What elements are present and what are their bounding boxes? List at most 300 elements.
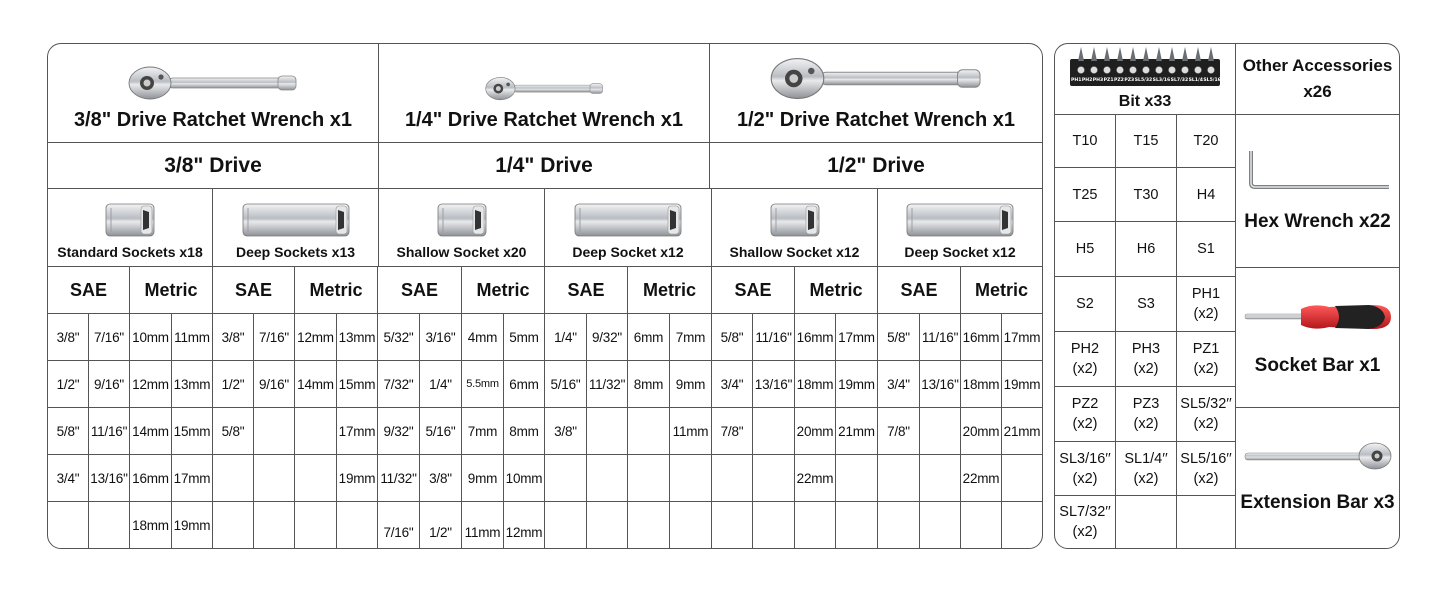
- bit-strip-label: PZ2: [1113, 78, 1124, 83]
- size-cell: [545, 361, 587, 408]
- size-cell: [378, 502, 420, 548]
- size-cell: [48, 455, 89, 502]
- size-cell-text: 5/32": [383, 329, 414, 345]
- size-cell: [712, 408, 753, 455]
- size-cell-text: 15mm: [173, 423, 211, 439]
- bit-cell-text: SL3/16′′ (x2): [1059, 450, 1111, 487]
- size-cell-text: 20mm: [962, 423, 1000, 439]
- size-cell-text: 9mm: [675, 376, 706, 392]
- bit-cell: [1055, 387, 1116, 442]
- size-cell: [213, 361, 254, 408]
- ratchet-image: [770, 56, 983, 101]
- size-cell: [337, 314, 378, 361]
- socket-table: [47, 43, 1043, 549]
- size-cell: [836, 314, 878, 361]
- size-cell-text: 9mm: [467, 470, 498, 486]
- size-cell-text: 11mm: [672, 423, 709, 439]
- ratchet-cell: [48, 44, 379, 143]
- bit-cell-text: PH3 (x2): [1131, 341, 1161, 377]
- socket-icon: [437, 202, 487, 238]
- bit-cell: [1177, 496, 1236, 548]
- unit-header-text: Metric: [476, 279, 530, 300]
- drive-header-text: 1/4" Drive: [495, 153, 593, 177]
- size-cell: [753, 455, 795, 502]
- size-cell: [670, 361, 712, 408]
- bit-cell-text: PH2 (x2): [1070, 341, 1100, 377]
- size-cell: [712, 455, 753, 502]
- size-cell-text: 10mm: [132, 329, 169, 345]
- size-cell-text: 13/16": [921, 376, 959, 392]
- size-cell: [213, 455, 254, 502]
- size-cell: [295, 502, 337, 548]
- socket-type-label: Shallow Socket x20: [396, 244, 527, 260]
- size-cell: [545, 455, 587, 502]
- size-cell-text: 12mm: [297, 329, 334, 345]
- socket-image: [105, 202, 155, 244]
- size-cell-text: 17mm: [1003, 329, 1041, 345]
- bit-cell: [1055, 222, 1116, 277]
- size-cell: [878, 361, 920, 408]
- bit-cell: [1055, 332, 1116, 387]
- size-cell-text: 1/2": [429, 525, 452, 540]
- size-cell: [378, 314, 420, 361]
- size-cell: [48, 361, 89, 408]
- bit-cell-text: PZ2 (x2): [1071, 396, 1099, 432]
- size-cell-text: 11mm: [174, 329, 210, 345]
- size-cell-text: 7mm: [675, 329, 706, 345]
- size-cell: [295, 408, 337, 455]
- bit-cell-text: H4: [1196, 186, 1216, 203]
- size-cell: [89, 314, 130, 361]
- size-cell: [670, 455, 712, 502]
- size-cell: [254, 502, 295, 548]
- size-cell: [337, 408, 378, 455]
- size-cell: [462, 502, 504, 548]
- size-cell: [920, 502, 961, 548]
- size-cell: [378, 361, 420, 408]
- unit-header-text: Metric: [809, 279, 863, 300]
- size-cell: [420, 502, 462, 548]
- drive-header: [379, 143, 710, 189]
- size-cell: [462, 455, 504, 502]
- size-cell: [504, 314, 545, 361]
- size-cell-text: 15mm: [338, 376, 376, 392]
- size-cell-text: 5mm: [509, 329, 539, 345]
- drive-header-text: 1/2" Drive: [827, 153, 925, 177]
- bit-cell: [1055, 442, 1116, 496]
- bit-cell: [1116, 115, 1177, 168]
- size-cell: [753, 314, 795, 361]
- size-cell: [961, 455, 1002, 502]
- socket-type-cell: [878, 189, 1042, 267]
- size-cell-text: 3/4": [887, 376, 910, 392]
- bit-strip-label: PZ1: [1103, 78, 1114, 83]
- ratchet-label: 3/8" Drive Ratchet Wrench x1: [73, 109, 353, 131]
- size-cell: [753, 502, 795, 548]
- accessory-cell: [1236, 115, 1399, 268]
- accessory-image: [1243, 297, 1393, 345]
- bit-strip-label: SL3/16: [1152, 78, 1171, 83]
- size-cell-text: 13/16": [90, 470, 128, 486]
- bit-cell-text: S3: [1137, 296, 1155, 312]
- unit-header-text: SAE: [400, 279, 438, 300]
- socket-image: [906, 202, 1014, 244]
- ratchet-image: [128, 65, 298, 101]
- size-cell-text: 13mm: [338, 329, 376, 345]
- size-cell: [836, 455, 878, 502]
- bit-cell: [1116, 442, 1177, 496]
- size-cell: [462, 408, 504, 455]
- socket-icon: [770, 202, 820, 238]
- size-cell: [1002, 361, 1042, 408]
- size-cell: [795, 314, 836, 361]
- size-cell-text: 11/16": [90, 423, 128, 439]
- size-cell: [295, 455, 337, 502]
- size-cell-text: 7/16": [93, 329, 125, 345]
- size-cell-text: 19mm: [838, 376, 875, 392]
- unit-header: [462, 267, 545, 314]
- size-cell-text: 3/8": [56, 329, 80, 345]
- unit-header-text: Metric: [144, 279, 198, 300]
- size-cell: [587, 361, 628, 408]
- size-cell: [89, 455, 130, 502]
- size-cell: [795, 455, 836, 502]
- socket-icon: [105, 202, 155, 238]
- size-cell: [172, 314, 213, 361]
- size-cell-text: 20mm: [796, 423, 834, 439]
- size-cell: [130, 502, 172, 548]
- bit-cell: [1116, 387, 1177, 442]
- socket-image: [242, 202, 350, 244]
- size-cell: [587, 408, 628, 455]
- size-cell: [1002, 408, 1042, 455]
- ratchet-cell: [710, 44, 1042, 143]
- size-cell: [628, 361, 670, 408]
- size-cell: [337, 361, 378, 408]
- size-cell-text: 6mm: [509, 376, 539, 392]
- size-cell: [545, 502, 587, 548]
- bit-cell: [1177, 442, 1236, 496]
- size-cell: [130, 455, 172, 502]
- bit-set-label: Bit x33: [1118, 93, 1172, 110]
- other-accessories-cell: [1236, 44, 1399, 115]
- bit-cell-text: PZ1 (x2): [1192, 341, 1220, 377]
- size-cell-text: 9/16": [93, 376, 125, 392]
- unit-header-text: SAE: [567, 279, 605, 300]
- size-cell-text: 4mm: [467, 329, 498, 345]
- size-cell: [545, 408, 587, 455]
- size-cell: [545, 314, 587, 361]
- accessory-cell: [1236, 408, 1399, 548]
- size-cell: [920, 314, 961, 361]
- size-cell-text: 7/8": [887, 423, 910, 439]
- size-cell-text: 5.5mm: [466, 378, 499, 390]
- size-cell-text: 5/8": [221, 423, 245, 439]
- size-cell: [878, 314, 920, 361]
- bit-cell-text: S2: [1076, 296, 1094, 312]
- bit-cell: [1116, 496, 1177, 548]
- ratchet-wrench-icon: [485, 76, 604, 101]
- size-cell: [130, 361, 172, 408]
- size-cell: [670, 408, 712, 455]
- size-cell: [213, 502, 254, 548]
- unit-header-text: SAE: [234, 279, 272, 300]
- size-cell: [420, 455, 462, 502]
- socket-icon: [574, 202, 682, 238]
- unit-header-text: SAE: [69, 279, 107, 300]
- size-cell: [254, 455, 295, 502]
- drive-header-text: 3/8" Drive: [164, 153, 262, 177]
- bit-cell-text: S1: [1197, 241, 1215, 257]
- size-cell: [795, 408, 836, 455]
- size-cell: [337, 502, 378, 548]
- size-cell-text: 13mm: [173, 376, 211, 392]
- size-cell-text: 14mm: [132, 423, 169, 439]
- unit-header: [545, 267, 628, 314]
- size-cell-text: 19mm: [1003, 376, 1041, 392]
- bit-cell: [1055, 277, 1116, 332]
- size-cell: [378, 408, 420, 455]
- bit-cell: [1116, 277, 1177, 332]
- size-cell: [130, 314, 172, 361]
- bit-cell-text: SL5/32′′ (x2): [1180, 396, 1232, 432]
- screwdriver-icon: [1243, 297, 1393, 337]
- size-cell-text: 3/16": [425, 329, 456, 345]
- bit-cell: [1177, 277, 1236, 332]
- size-cell-text: 3/8": [221, 329, 245, 345]
- bit-cell: [1177, 222, 1236, 277]
- unit-header: [628, 267, 712, 314]
- accessory-label: Socket Bar x1: [1254, 354, 1381, 376]
- bit-cell: [1116, 332, 1177, 387]
- size-cell-text: 7mm: [467, 423, 498, 439]
- size-cell-text: 3/8": [429, 470, 452, 486]
- size-cell: [795, 502, 836, 548]
- socket-icon: [242, 202, 350, 238]
- size-cell: [920, 455, 961, 502]
- size-cell-text: 9/32": [591, 329, 623, 345]
- bit-strip-label: SL5/16: [1203, 78, 1221, 83]
- bit-cell-text: PH1 (x2): [1191, 286, 1221, 322]
- size-cell-text: 19mm: [338, 470, 376, 486]
- bit-strip-label: SL7/32: [1170, 78, 1189, 83]
- size-cell-text: 7/16": [383, 525, 414, 540]
- size-cell: [753, 361, 795, 408]
- size-cell-text: 18mm: [132, 517, 169, 533]
- socket-type-cell: [712, 189, 878, 267]
- size-cell: [89, 408, 130, 455]
- bit-cell: [1177, 332, 1236, 387]
- bit-cell-text: SL1/4′′ (x2): [1124, 450, 1168, 487]
- bit-strip-label: PH3: [1092, 78, 1104, 83]
- size-cell: [295, 361, 337, 408]
- size-cell: [462, 361, 504, 408]
- size-cell-text: 11mm: [464, 525, 501, 540]
- size-cell: [712, 361, 753, 408]
- size-cell: [712, 502, 753, 548]
- size-cell: [878, 502, 920, 548]
- size-cell: [836, 361, 878, 408]
- size-cell: [961, 314, 1002, 361]
- size-cell: [48, 502, 89, 548]
- size-cell-text: 17mm: [173, 470, 211, 486]
- unit-header: [213, 267, 295, 314]
- extension-bar-icon: [1243, 440, 1393, 474]
- socket-image: [770, 202, 820, 244]
- size-cell: [878, 455, 920, 502]
- size-cell-text: 1/2": [221, 376, 245, 392]
- bit-cell: [1116, 222, 1177, 277]
- size-cell: [213, 314, 254, 361]
- bit-strip-image: [1069, 43, 1221, 92]
- unit-header: [795, 267, 878, 314]
- ratchet-label: 1/2" Drive Ratchet Wrench x1: [736, 109, 1016, 131]
- size-cell-text: 22mm: [796, 470, 834, 486]
- size-cell: [1002, 455, 1042, 502]
- size-cell: [587, 502, 628, 548]
- drive-header: [48, 143, 379, 189]
- unit-header-text: SAE: [734, 279, 772, 300]
- size-cell: [712, 314, 753, 361]
- size-cell: [878, 408, 920, 455]
- bit-cell-text: T25: [1072, 186, 1098, 203]
- size-cell: [172, 361, 213, 408]
- unit-header: [878, 267, 961, 314]
- size-cell-text: 5/16": [425, 423, 456, 439]
- unit-header-text: Metric: [974, 279, 1028, 300]
- bit-cell: [1177, 168, 1236, 222]
- size-cell-text: 16mm: [962, 329, 1000, 345]
- ratchet-wrench-icon: [128, 65, 298, 101]
- unit-header-text: Metric: [642, 279, 696, 300]
- bit-cell-text: PZ3 (x2): [1132, 396, 1160, 432]
- size-cell-text: 8mm: [633, 376, 664, 392]
- size-cell-text: 17mm: [838, 329, 875, 345]
- accessory-label: Hex Wrench x22: [1244, 211, 1391, 232]
- socket-type-label: Deep Socket x12: [572, 244, 684, 260]
- size-cell: [836, 502, 878, 548]
- ratchet-cell: [379, 44, 710, 143]
- unit-header: [961, 267, 1042, 314]
- size-cell: [420, 314, 462, 361]
- size-cell-text: 18mm: [796, 376, 834, 392]
- socket-type-cell: [48, 189, 213, 267]
- size-cell-text: 7/8": [720, 423, 744, 439]
- size-cell: [628, 408, 670, 455]
- socket-type-label: Deep Socket x12: [904, 244, 1016, 260]
- size-cell: [670, 502, 712, 548]
- size-cell-text: 8mm: [509, 423, 539, 439]
- unit-header: [130, 267, 213, 314]
- size-cell-text: 9/32": [383, 423, 414, 439]
- size-cell: [172, 408, 213, 455]
- unit-header-text: SAE: [900, 279, 938, 300]
- size-cell: [172, 502, 213, 548]
- bit-strip-label: SL1/4: [1188, 78, 1203, 83]
- size-cell-text: 7/32": [383, 376, 414, 392]
- socket-type-label: Standard Sockets x18: [57, 244, 203, 260]
- unit-header: [48, 267, 130, 314]
- other-accessories-cell-text: Other Accessories x26: [1242, 56, 1393, 101]
- size-cell-text: 9/16": [258, 376, 290, 392]
- socket-image: [437, 202, 487, 244]
- size-cell: [753, 408, 795, 455]
- size-cell: [1002, 502, 1042, 548]
- size-cell: [213, 408, 254, 455]
- size-cell: [172, 455, 213, 502]
- accessory-image: [1243, 147, 1393, 201]
- socket-type-cell: [545, 189, 712, 267]
- size-cell-text: 5/8": [720, 329, 744, 345]
- size-cell: [587, 455, 628, 502]
- size-cell-text: 10mm: [505, 470, 543, 486]
- size-cell-text: 22mm: [962, 470, 1000, 486]
- bit-cell-text: T20: [1193, 133, 1219, 149]
- bit-strip-label: SL5/32: [1134, 78, 1153, 83]
- bit-cell: [1055, 168, 1116, 222]
- size-cell: [836, 408, 878, 455]
- size-cell: [504, 502, 545, 548]
- size-cell: [89, 502, 130, 548]
- unit-header-text: Metric: [309, 279, 363, 300]
- size-cell: [670, 314, 712, 361]
- size-cell-text: 16mm: [132, 470, 169, 486]
- accessory-image: [1243, 440, 1393, 482]
- size-cell-text: 1/2": [56, 376, 80, 392]
- size-cell: [795, 361, 836, 408]
- size-cell-text: 5/16": [550, 376, 581, 392]
- bit-cell-text: T10: [1072, 133, 1098, 149]
- size-cell-text: 17mm: [338, 423, 376, 439]
- socket-type-cell: [213, 189, 379, 267]
- size-cell: [920, 361, 961, 408]
- size-cell-text: 13/16": [754, 376, 793, 392]
- bit-cell: [1055, 496, 1116, 548]
- bit-cell-text: T15: [1133, 133, 1159, 149]
- size-cell-text: 21mm: [838, 423, 875, 439]
- size-cell-text: 18mm: [962, 376, 1000, 392]
- size-cell: [48, 314, 89, 361]
- unit-header: [378, 267, 462, 314]
- size-cell-text: 14mm: [297, 376, 334, 392]
- size-cell: [920, 408, 961, 455]
- size-cell: [337, 455, 378, 502]
- size-cell-text: 21mm: [1003, 423, 1041, 439]
- size-cell: [628, 455, 670, 502]
- accessory-label: Extension Bar x3: [1240, 492, 1395, 513]
- size-cell-text: 16mm: [796, 329, 834, 345]
- bit-cell-text: SL5/16′′ (x2): [1180, 450, 1232, 487]
- size-cell: [628, 314, 670, 361]
- size-cell: [254, 361, 295, 408]
- socket-type-cell: [379, 189, 545, 267]
- socket-icon: [906, 202, 1014, 238]
- bit-cell: [1177, 387, 1236, 442]
- size-cell: [504, 455, 545, 502]
- size-cell-text: 11/32": [380, 470, 417, 486]
- size-cell: [295, 314, 337, 361]
- size-cell-text: 12mm: [132, 376, 169, 392]
- size-cell: [254, 408, 295, 455]
- size-cell: [48, 408, 89, 455]
- size-cell: [420, 361, 462, 408]
- size-cell: [89, 361, 130, 408]
- size-cell-text: 12mm: [505, 525, 543, 540]
- size-cell: [587, 314, 628, 361]
- bit-cell: [1055, 115, 1116, 168]
- accessory-cell: [1236, 268, 1399, 408]
- size-cell: [254, 314, 295, 361]
